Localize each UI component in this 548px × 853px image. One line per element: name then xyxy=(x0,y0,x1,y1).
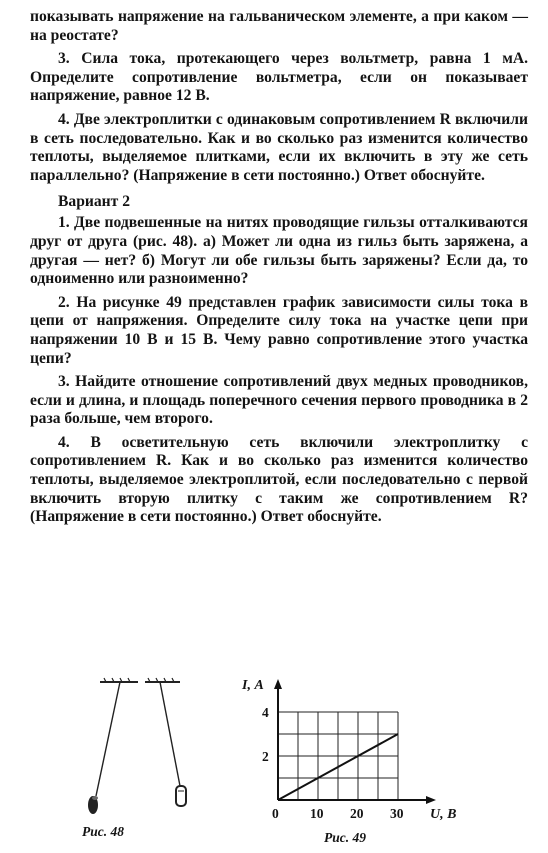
y-tick-label: 4 xyxy=(262,705,269,720)
x-axis-arrow xyxy=(426,796,436,804)
chart-ticks xyxy=(262,705,404,821)
figure-48-drawing xyxy=(60,658,220,848)
right-thread xyxy=(160,682,180,786)
x-tick-label: 20 xyxy=(350,806,364,821)
task-3-variant-1: 3. Сила тока, протекающего через вольтметр, равна 1 мА. Определите сопротивление вольтметра, если он показывает напряжение, равное 12 В. xyxy=(30,50,528,105)
y-tick-label: 2 xyxy=(262,749,269,764)
chart-grid xyxy=(278,712,398,800)
task-3-variant-2: 3. Найдите отношение сопротивлений двух медных проводников, если и длина, и площадь поперечного сечения первого проводника в 2 раза больше, чем второго. xyxy=(30,373,528,428)
task-1-variant-2: 1. Две подвешенные на нитях проводящие гильзы отталкиваются друг от друга (рис. 48). а) Может ли одна из гильз быть заряжена, а другая — нет? б) Могут ли обе гильзы быть заряжены? Если да, то одноименно или разноименно? xyxy=(30,214,528,288)
task-2-variant-2: 2. На рисунке 49 представлен график зависимости силы тока в цепи от напряжения. Определите силу тока на участке цепи при напряжении 10 В и 15 В. Чему равно сопротивление этого участка цепи? xyxy=(30,293,528,367)
task-4-variant-2: 4. В осветительную сеть включили электроплитку с сопротивлением R. Как и во сколько раз изменится количество теплоты, выделяемое электроплитой, если последовательно с первой включить вторую плитку с таким же сопротивлением R? (Напряжение в сети постоянно.) Ответ обоснуйте. xyxy=(30,433,528,526)
figure-49 xyxy=(228,660,520,848)
y-axis-arrow xyxy=(274,679,282,689)
figure-48-caption: Рис. 48 xyxy=(82,824,124,839)
figure-48 xyxy=(60,658,220,848)
x-tick-label: 0 xyxy=(272,806,279,821)
paragraph-continuation: показывать напряжение на гальваническом элементе, а при каком — на реостате? xyxy=(30,8,528,44)
x-tick-label: 30 xyxy=(390,806,404,821)
y-axis-label: I, А xyxy=(242,678,264,693)
text-column xyxy=(30,8,528,532)
current-voltage-chart xyxy=(228,660,520,848)
right-sleeve xyxy=(176,786,186,806)
task-4-variant-1: 4. Две электроплитки с одинаковым сопротивлением R включили в сеть последовательно. Как и во сколько раз изменится количество теплоты, выделяемое плитками, если их включить в эту же сеть параллельно? (Напряжение в сети постоянно.) Ответ обоснуйте. xyxy=(30,110,528,184)
x-tick-label: 10 xyxy=(310,806,324,821)
left-thread xyxy=(96,682,120,796)
x-axis-label: U, В xyxy=(430,807,457,822)
figure-49-caption: Рис. 49 xyxy=(324,830,366,845)
variant-heading: Вариант 2 xyxy=(58,193,130,211)
